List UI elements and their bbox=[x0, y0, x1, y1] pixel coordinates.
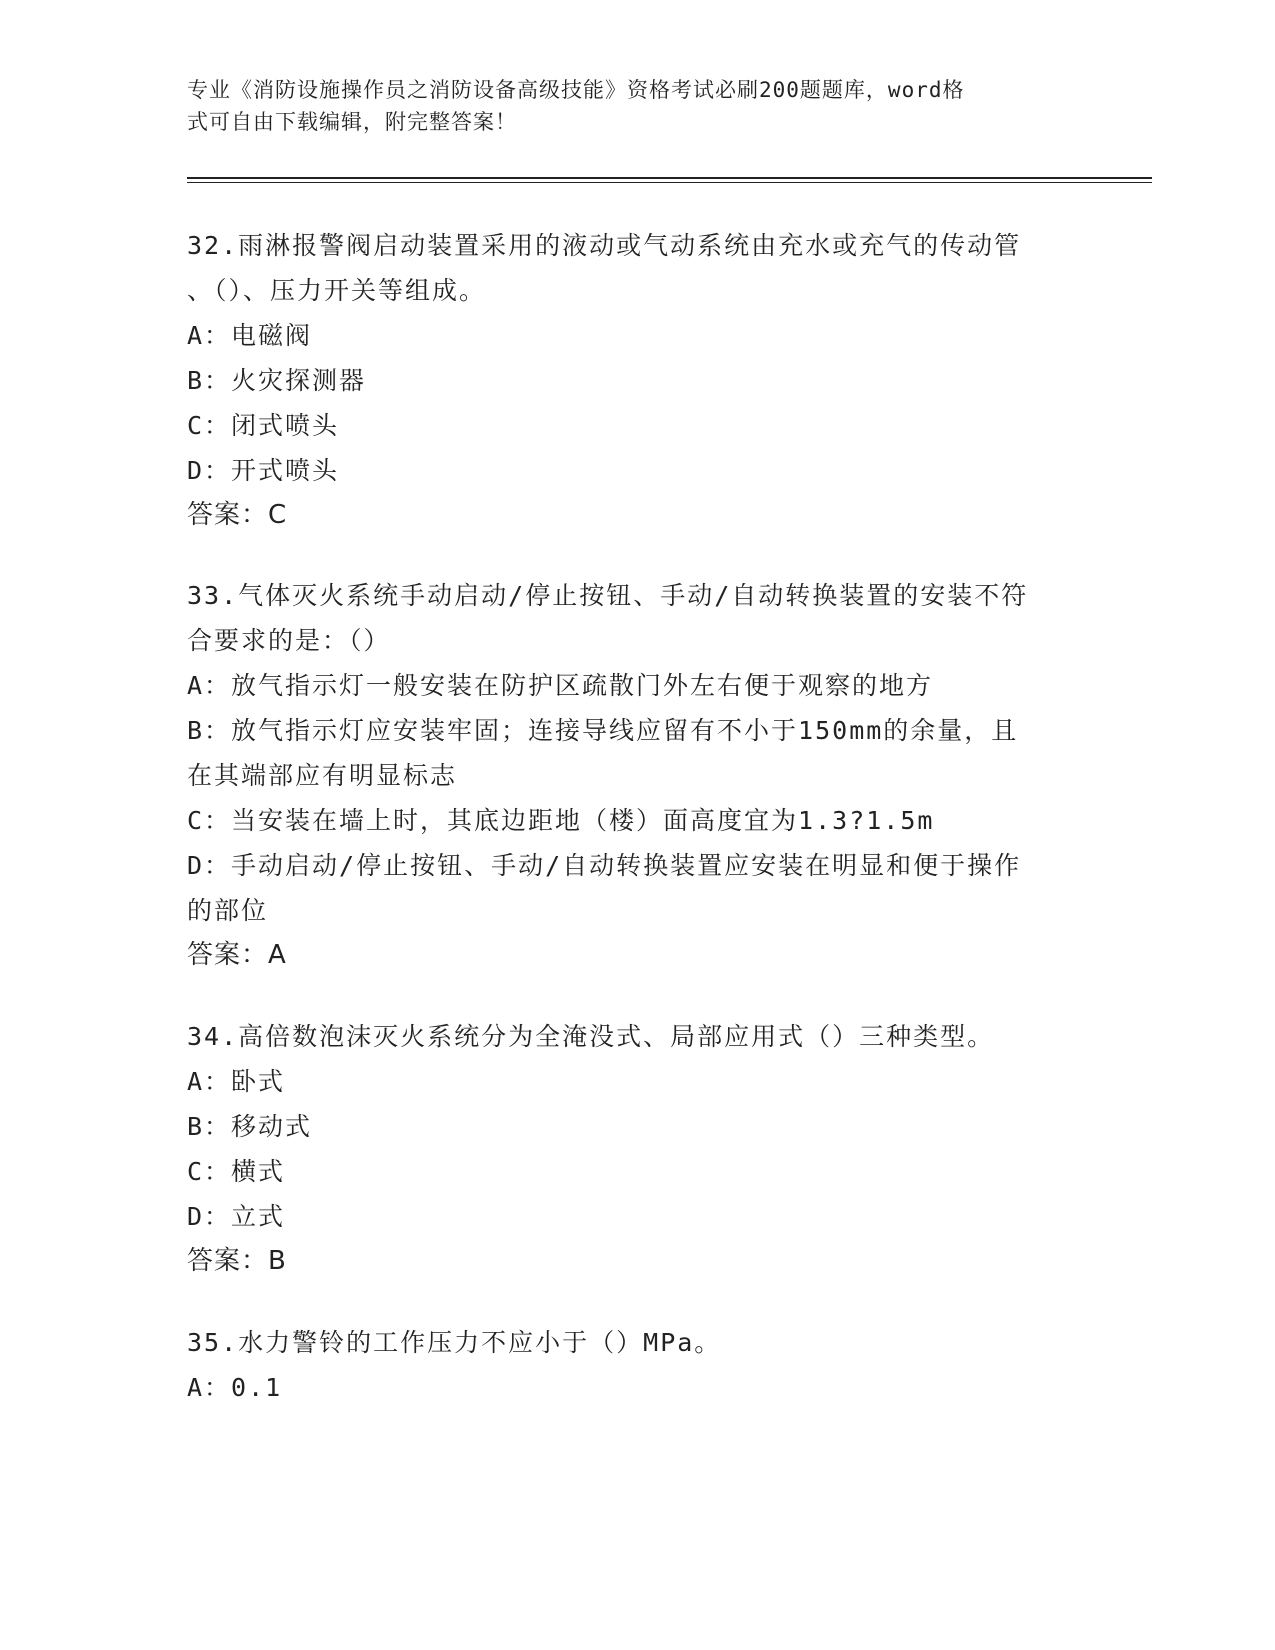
question-33 bbox=[187, 573, 1087, 978]
answer: 答案：C bbox=[187, 500, 288, 530]
question-stem: 、（）、压力开关等组成。 bbox=[187, 276, 487, 305]
question-stem: 34.高倍数泡沫灭火系统分为全淹没式、局部应用式（）三种类型。 bbox=[187, 1022, 995, 1051]
header-line: 专业《消防设施操作员之消防设备高级技能》资格考试必刷200题题库，word格 bbox=[187, 78, 965, 102]
answer: 答案：A bbox=[187, 940, 287, 970]
header-line: 式可自由下载编辑，附完整答案！ bbox=[187, 110, 517, 134]
option-c: C：闭式喷头 bbox=[187, 411, 340, 440]
option-a: A：卧式 bbox=[187, 1067, 286, 1096]
question-stem: 32.雨淋报警阀启动装置采用的液动或气动系统由充水或充气的传动管 bbox=[187, 231, 1022, 260]
option-a: A：0.1 bbox=[187, 1373, 283, 1402]
option-b: B：放气指示灯应安装牢固；连接导线应留有不小于150mm的余量，且 bbox=[187, 716, 1019, 745]
option-a: A：电磁阀 bbox=[187, 321, 313, 350]
question-stem: 33.气体灭火系统手动启动/停止按钮、手动/自动转换装置的安装不符 bbox=[187, 581, 1029, 610]
option-c: C：当安装在墙上时，其底边距地（楼）面高度宜为1.3?1.5m bbox=[187, 806, 935, 835]
question-32 bbox=[187, 223, 1087, 538]
option-a: A：放气指示灯一般安装在防护区疏散门外左右便于观察的地方 bbox=[187, 671, 934, 700]
option-d: D：立式 bbox=[187, 1202, 286, 1231]
document-header bbox=[187, 74, 1067, 138]
question-stem: 35.水力警铃的工作压力不应小于（）MPa。 bbox=[187, 1328, 722, 1357]
header-rule-thick bbox=[187, 177, 1152, 179]
answer: 答案：B bbox=[187, 1246, 287, 1276]
question-35 bbox=[187, 1320, 1087, 1410]
option-c: C：横式 bbox=[187, 1157, 286, 1186]
question-34 bbox=[187, 1014, 1087, 1284]
option-d: D：开式喷头 bbox=[187, 456, 340, 485]
option-b: B：火灾探测器 bbox=[187, 366, 367, 395]
question-stem: 合要求的是：（） bbox=[187, 626, 391, 655]
option-b: 在其端部应有明显标志 bbox=[187, 761, 458, 790]
option-d: 的部位 bbox=[187, 896, 269, 925]
option-d: D：手动启动/停止按钮、手动/自动转换装置应安装在明显和便于操作 bbox=[187, 851, 1022, 880]
header-rule-thin bbox=[187, 182, 1152, 183]
option-b: B：移动式 bbox=[187, 1112, 313, 1141]
